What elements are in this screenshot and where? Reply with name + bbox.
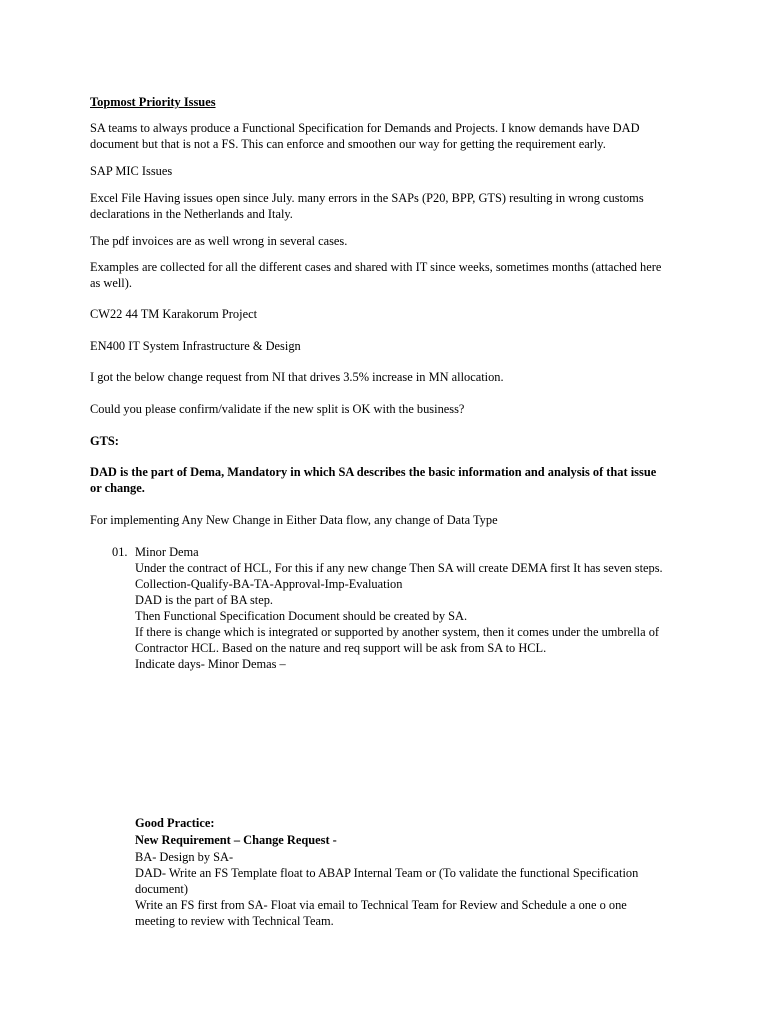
list-line: DAD is the part of BA step. (135, 593, 274, 607)
good-practice-line: Write an FS first from SA- Float via email to Technical Team for Review and Schedule a one o one (135, 898, 627, 912)
implementing-text: For implementing Any New Change in Either Data flow, any change of Data Type (90, 513, 498, 527)
list-line: Collection-Qualify-BA-TA-Approval-Imp-Evaluation (135, 577, 403, 591)
gts-heading: GTS: (90, 434, 119, 448)
paragraph-examples-line-2: as well). (90, 276, 132, 290)
list-line: If there is change which is integrated or supported by another system, then it comes under the umbrella of (135, 625, 660, 639)
paragraph-sa-teams-line-2: document but that is not a FS. This can enforce and smoothen our way for getting the requirement early. (90, 137, 606, 151)
good-practice-line: document) (135, 882, 188, 896)
list-line: Indicate days- Minor Demas – (135, 657, 286, 671)
paragraph-pdf-invoices: The pdf invoices are as well wrong in several cases. (90, 234, 348, 248)
confirm-request-text: Could you please confirm/validate if the new split is OK with the business? (90, 402, 465, 416)
dad-definition-line-2: or change. (90, 481, 145, 495)
paragraph-examples-line-1: Examples are collected for all the different cases and shared with IT since weeks, sometimes months (attached here (90, 260, 662, 274)
good-practice-title: Good Practice: (135, 816, 215, 830)
sap-mic-issues: SAP MIC Issues (90, 164, 173, 178)
paragraph-excel-line-2: declarations in the Netherlands and Italy. (90, 207, 293, 221)
list-line: Then Functional Specification Document should be created by SA. (135, 609, 468, 623)
good-practice-subtitle: New Requirement – Change Request - (135, 833, 337, 847)
list-line: Under the contract of HCL, For this if any new change Then SA will create DEMA first It has seven steps. (135, 561, 663, 575)
list-number: 01. (112, 545, 128, 559)
cw22-project: CW22 44 TM Karakorum Project (90, 307, 258, 321)
list-title: Minor Dema (135, 545, 199, 559)
good-practice-line: meeting to review with Technical Team. (135, 914, 334, 928)
paragraph-sa-teams-line-1: SA teams to always produce a Functional Specification for Demands and Projects. I know demands have DAD (90, 121, 640, 135)
list-line: Contractor HCL. Based on the nature and req support will be ask from SA to HCL. (135, 641, 547, 655)
document-heading: Topmost Priority Issues (90, 95, 216, 109)
paragraph-excel-line-1: Excel File Having issues open since July. many errors in the SAPs (P20, BPP, GTS) resulting in wrong customs (90, 191, 644, 205)
dad-definition-line-1: DAD is the part of Dema, Mandatory in which SA describes the basic information and analysis of that issue (90, 465, 657, 479)
en400-project: EN400 IT System Infrastructure & Design (90, 339, 301, 353)
good-practice-line: DAD- Write an FS Template float to ABAP Internal Team or (To validate the functional Specification (135, 866, 639, 880)
good-practice-line: BA- Design by SA- (135, 850, 234, 864)
change-request-text: I got the below change request from NI that drives 3.5% increase in MN allocation. (90, 370, 504, 384)
